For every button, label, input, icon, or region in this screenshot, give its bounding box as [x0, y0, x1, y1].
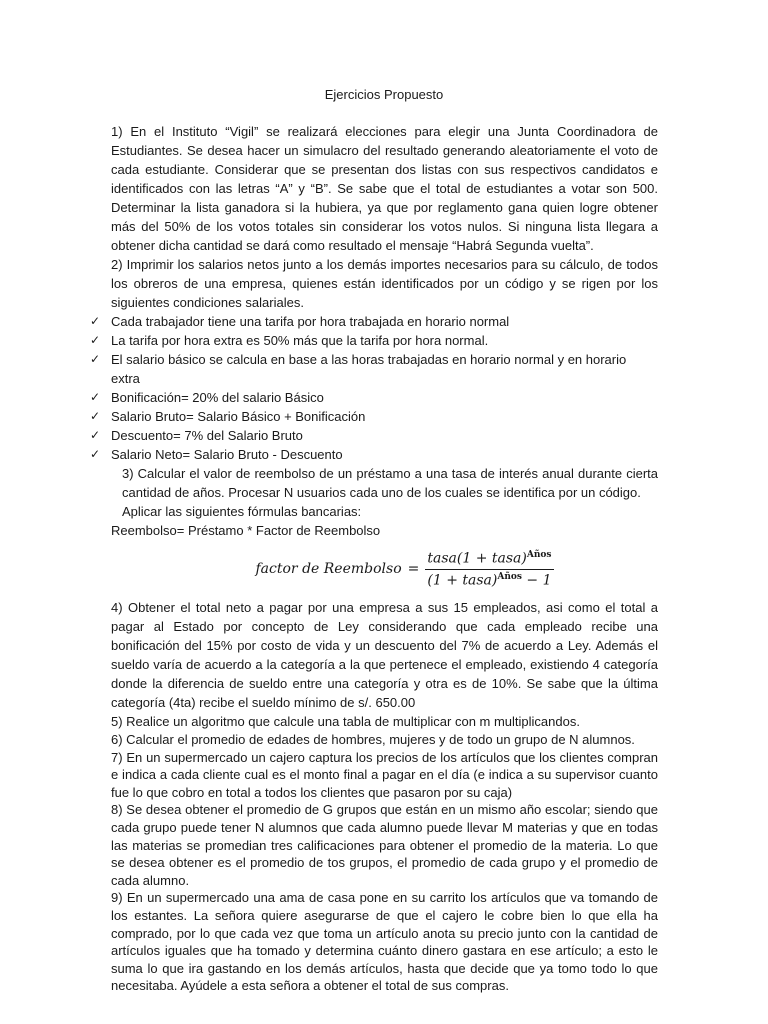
- checkmark-icon: ✓: [89, 333, 101, 347]
- checkmark-icon: ✓: [89, 447, 101, 461]
- exercise-2: 2) Imprimir los salarios netos junto a los demás importes necesarios para su cálculo, de todos los obreros de una empresa, quienes están identificados por un código y se rigen por los siguientes condiciones salariales.: [111, 257, 658, 310]
- factor-reembolso-formula: [151, 540, 658, 598]
- checkmark-icon: ✓: [89, 352, 101, 366]
- reembolso-formula-text: Reembolso= Préstamo * Factor de Reembolso: [111, 523, 381, 538]
- checkmark-icon: ✓: [89, 390, 101, 404]
- exercise-4: 4) Obtener el total neto a pagar por una empresa a sus 15 empleados, asi como el total a pagar al Estado por concepto de Ley considerando que cada empleado recibe una bonificación del 15% por costo de vida y un descuento del 7% de acuerdo a Ley. Además el sueldo varía de acuerdo a la categoría a la que pertenece el empleado, existiendo 4 categoría donde la diferencia de sueldo entre una categoría y otra es de 10%. Se sabe que la última categoría (4ta) recibe el sueldo mínimo de s/. 650.00: [111, 600, 658, 710]
- formula-equals: =: [407, 561, 420, 577]
- checkmark-icon: ✓: [89, 428, 101, 442]
- document-title: Ejercicios Propuesto: [324, 87, 444, 102]
- list-item: ✓ La tarifa por hora extra es 50% más que la tarifa por hora normal.: [89, 333, 489, 348]
- formula-numerator: tasa(1 + tasa)$^{Años}$: [427, 549, 552, 567]
- salary-conditions-list: [89, 312, 658, 464]
- exercise-8: 8) Se desea obtener el promedio de G grupos que están en un mismo año escolar; siendo que cada grupo puede tener N alumnos que cada alumno puede llevar M materias y que en todas las materias se promedian tres calificaciones para obtener el promedio de la materia. Lo que se desea obtener es el promedio de tos grupos, el promedio de cada grupo y el promedio de cada alumno.: [111, 802, 658, 888]
- list-item: ✓ Bonificación= 20% del salario Básico: [89, 390, 324, 405]
- formula-denominator: (1 + tasa)$^{Años}$ − 1: [427, 571, 552, 589]
- list-item: ✓ Cada trabajador tiene una tarifa por hora trabajada en horario normal: [89, 314, 510, 329]
- checkmark-icon: ✓: [89, 409, 101, 423]
- list-item: ✓ Salario Neto= Salario Bruto - Descuento: [89, 447, 343, 462]
- exercise-6: 6) Calcular el promedio de edades de hombres, mujeres y de todo un grupo de N alumnos.: [111, 732, 635, 747]
- list-item: ✓ Salario Bruto= Salario Básico + Bonificación: [89, 409, 366, 424]
- exercise-1: 1) En el Instituto “Vigil” se realizará elecciones para elegir una Junta Coordinadora de Estudiantes. Se desea hacer un simulacro del resultado generando aleatoriamente el voto de cada estudiante. Considerar que se presentan dos listas con sus respectivos candidatos e identificados con las letras “A” y “B”. Se sabe que el total de estudiantes a votar son 500. Determinar la lista ganadora si la hubiera, ya que por reglamento gana quien logre obtener más del 50% de los votos totales sin considerar los votos nulos. Si ninguna lista llegara a obtener dicha cantidad se dará como resultado el mensaje “Habrá Segunda vuelta”.: [111, 124, 658, 253]
- list-item: ✓ El salario básico se calcula en base a las horas trabajadas en horario normal y en horario extra: [89, 352, 627, 386]
- list-item: ✓ Descuento= 7% del Salario Bruto: [89, 428, 303, 443]
- exercise-3: 3) Calcular el valor de reembolso de un préstamo a una tasa de interés anual durante cierta cantidad de años. Procesar N usuarios cada uno de los cuales se identifica por un código.: [122, 466, 658, 500]
- checkmark-icon: ✓: [89, 314, 101, 328]
- formula-lhs: factor de Reembolso: [255, 561, 402, 577]
- exercise-9: 9) En un supermercado una ama de casa pone en su carrito los artículos que va tomando de los estantes. La señora quiere asegurarse de que el cajero le cobre bien lo que ella ha comprado, por lo que cada vez que toma un artículo anota su precio junto con la cantidad de artículos iguales que ha tomado y determina cuánto dinero gastara en ese artículo; a esto le suma lo que ira gastando en los demás artículos, hasta que decide que ya tomo todo lo que necesitaba. Ayúdele a esta señora a obtener el total de sus compras.: [111, 890, 658, 994]
- exercise-5: 5) Realice un algoritmo que calcule una tabla de multiplicar con m multiplicandos.: [111, 714, 580, 729]
- formulas-intro: Aplicar las siguientes fórmulas bancarias:: [122, 504, 362, 519]
- document-body: [89, 122, 658, 995]
- exercise-7: 7) En un supermercado un cajero captura los precios de los artículos que los clientes compran e indica a cada cliente cual es el monto final a pagar en el día (e indica a su supervisor cuanto fue lo que cobro en total a todos los clientes que pasaron por su caja): [111, 749, 658, 800]
- fraction-bar: [425, 569, 553, 570]
- formula-fraction: [425, 550, 553, 588]
